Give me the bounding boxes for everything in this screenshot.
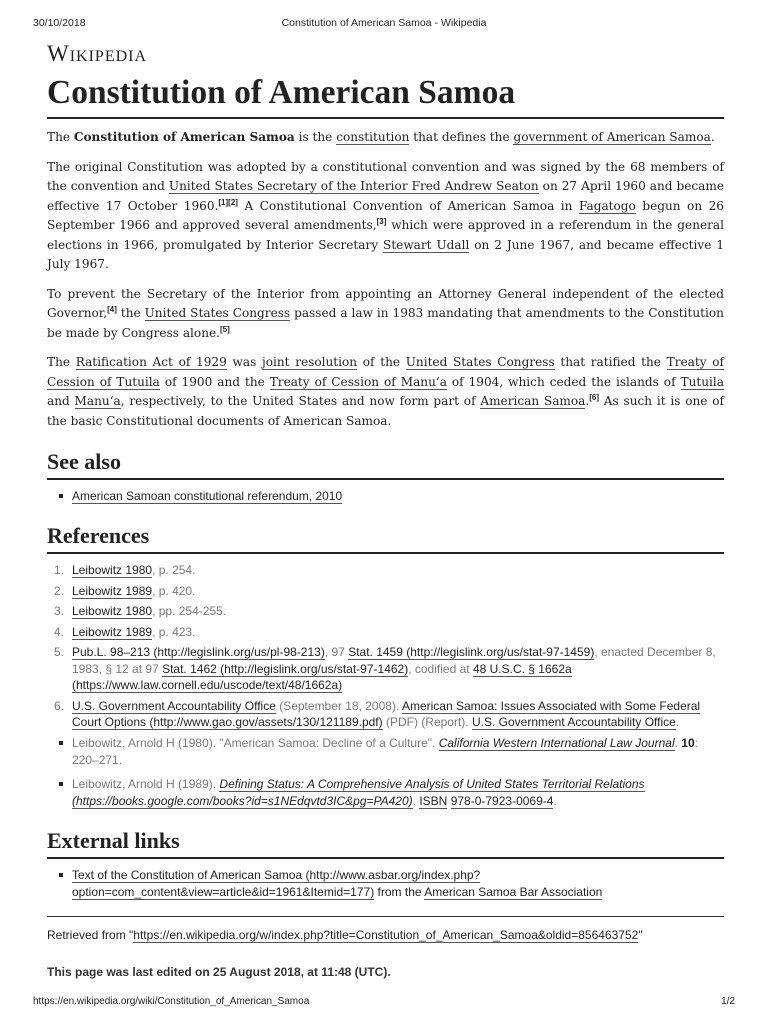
reference-item: 3. Leibowitz 1980, pp. 254-255. (54, 604, 227, 618)
reference-item: 4. Leibowitz 1989, p. 423. (54, 624, 196, 639)
see-also-list (47, 488, 724, 505)
external-links-list (47, 867, 724, 901)
citation-1[interactable]: [1] (218, 197, 229, 207)
last-edited-notice: This page was last edited on 25 August 2018, at 11:48 (UTC). (47, 964, 391, 979)
article-subject-bold: Constitution of American Samoa (73, 130, 295, 144)
retrieved-from: Retrieved from "https://en.wikipedia.org/w/index.php?title=Constitution_of_American_Samoa&oldid=856463752" (47, 916, 724, 943)
history-paragraph: The original Constitution was adopted by a constitutional convention and was signed by the 68 members of the convention and United States Secretary of the Interior Fred Andrew Seaton on 27 April 1960 and became effective 17 October 1960.[1][2] A Constitutional Convention of American Samoa in Fagatogo begun on 26 September 1966 and approved several amendments,[3] which were approved in a referendum in the general elections in 1966, promulgated by Interior Secretary Stewart Udall on 2 June 1967, and became effective 1 July 1967. (47, 159, 725, 271)
source-item: Leibowitz, Arnold H (1980). "American Samoa: Decline of a Culture". California Western International Law Journal. 10: 220–271. (55, 735, 724, 769)
ref-link-stat-1462[interactable]: Stat. 1462 (http://legislink.org/us/stat-97-1462) (162, 661, 409, 676)
print-page-number: 1/2 (721, 996, 735, 1007)
citation-3[interactable]: [3] (376, 216, 387, 226)
link-treaty-of-cession-manua[interactable]: Treaty of Cession of Manuʻa (269, 374, 447, 389)
source-link-defining-status[interactable]: Defining Status: A Comprehensive Analysis of United States Territorial Relations (https://books.google.com/books?id=s1NEdqvtd3IC&pg=PA420) (72, 776, 645, 808)
source-link-isbn[interactable]: ISBN (419, 793, 448, 808)
reference-item: 1. Leibowitz 1980, p. 254. (54, 563, 196, 577)
citation-2[interactable]: [2] (228, 197, 238, 207)
link-tutuila[interactable]: Tutuila (680, 374, 724, 389)
article-content (47, 42, 724, 979)
print-url: https://en.wikipedia.org/wiki/Constitution_of_American_Samoa (33, 996, 310, 1007)
ref-link-stat-1459[interactable]: Stat. 1459 (http://legislink.org/us/stat-97-1459) (348, 645, 595, 659)
ref-link-pub-l[interactable]: Pub.L. 98–213 (http://legislink.org/us/pl-98-213) (72, 645, 325, 659)
ratification-paragraph: The Ratification Act of 1929 was joint resolution of the United States Congress that ratified the Treaty of Cession of Tutuila of 1900 and the Treaty of Cession of Manuʻa of 1904, which ceded the islands of Tutuila and Manuʻa, respectively, to the United States and now form part of American Samoa.[6] As such it is one of the basic Constitutional documents of American Samoa. (47, 355, 724, 428)
link-constitution-text[interactable]: Text of the Constitution of American Samoa (http://www.asbar.org/index.php?option=com_content&view=article&id=1961&Itemid=177) (72, 867, 481, 899)
references-list (47, 562, 724, 731)
source-link-isbn-number[interactable]: 978-0-7923-0069-4 (450, 793, 554, 808)
link-treaty-of-cession-tutuila[interactable]: Treaty of Cession of Tutuila (47, 355, 724, 389)
link-stewart-udall[interactable]: Stewart Udall (383, 237, 470, 252)
link-constitution[interactable]: constitution (336, 130, 410, 144)
heading-references: References (47, 523, 724, 554)
source-link-california-journal[interactable]: California Western International Law Journal (438, 735, 675, 750)
link-bar-association[interactable]: American Samoa Bar Association (424, 884, 603, 899)
ref-link-gao-report[interactable]: American Samoa: Issues Associated with Some Federal Court Options (http://www.gao.gov/assets/130/121189.pdf) (72, 698, 701, 729)
citation-6[interactable]: [6] (589, 392, 600, 402)
ref-link-leibowitz-1980-b[interactable]: Leibowitz 1980 (72, 604, 153, 618)
print-date: 30/10/2018 (33, 17, 86, 29)
ref-link-gao[interactable]: U.S. Government Accountability Office (72, 698, 276, 713)
reference-item: 2. Leibowitz 1989, p. 420. (54, 583, 196, 598)
link-united-states-congress-2[interactable]: United States Congress (405, 355, 555, 369)
heading-external-links: External links (47, 828, 724, 859)
link-ratification-act[interactable]: Ratification Act of 1929 (75, 355, 227, 369)
link-fagatogo[interactable]: Fagatogo (578, 198, 636, 213)
link-fred-andrew-seaton[interactable]: United States Secretary of the Interior Fred Andrew Seaton (168, 179, 539, 193)
list-item: Text of the Constitution of American Samoa (http://www.asbar.org/index.php?option=com_content&view=article&id=1961&Itemid=177) from the American Samoa Bar Association (55, 867, 724, 901)
link-government-of-american-samoa[interactable]: government of American Samoa (513, 130, 711, 144)
sources-list (47, 735, 724, 810)
link-constitutional-referendum-2010[interactable]: American Samoan constitutional referendum, 2010 (72, 489, 343, 503)
reference-item: 6. U.S. Government Accountability Office (September 18, 2008). American Samoa: Issues Associated with Some Federal Court Options (http://www.gao.gov/assets/130/121189.pdf) (PDF) (Report). U.S. Government Accountability Office. (54, 698, 701, 729)
citation-4[interactable]: [4] (107, 304, 117, 314)
reference-item: 5. Pub.L. 98–213 (http://legislink.org/us/pl-98-213), 97 Stat. 1459 (http://legislink.org/us/stat-97-1459), enacted December 8, 1983, § 12 at 97 Stat. 1462 (http://legislink.org/us/stat-97-1462), codified at 48 U.S.C. § 1662a (https://www.law.cornell.edu/uscode/text/48/1662a) (54, 645, 716, 692)
ref-link-leibowitz-1989-b[interactable]: Leibowitz 1989 (72, 624, 153, 639)
ref-link-usc-1662a[interactable]: 48 U.S.C. § 1662a (https://www.law.cornell.edu/uscode/text/48/1662a) (72, 661, 572, 692)
amendment-paragraph: To prevent the Secretary of the Interior from appointing an Attorney General independent of the elected Governor,[4] the United States Congress passed a law in 1983 mandating that amendments to the Constitution be made by Congress alone.[5] (47, 286, 724, 340)
ref-link-gao-2[interactable]: U.S. Government Accountability Office (471, 715, 676, 729)
ref-link-leibowitz-1980[interactable]: Leibowitz 1980 (72, 563, 153, 577)
wikipedia-wordmark[interactable]: Wikipedia (47, 41, 148, 66)
ref-link-leibowitz-1989[interactable]: Leibowitz 1989 (72, 583, 153, 598)
citation-5[interactable]: [5] (220, 324, 230, 334)
page-title: Constitution of American Samoa (47, 73, 724, 119)
heading-see-also: See also (47, 449, 724, 480)
print-title: Constitution of American Samoa - Wikipedia (281, 17, 487, 29)
source-item: Leibowitz, Arnold H (1989). Defining Status: A Comprehensive Analysis of United States Territorial Relations (https://books.google.com/books?id=s1NEdqvtd3IC&pg=PA420). ISBN 978-0-7923-0069-4. (55, 776, 724, 810)
link-joint-resolution[interactable]: joint resolution (261, 355, 358, 369)
link-permanent-url[interactable]: https://en.wikipedia.org/w/index.php?title=Constitution_of_American_Samoa&oldid=856463752 (133, 927, 639, 942)
list-item (55, 488, 724, 505)
link-united-states-congress[interactable]: United States Congress (144, 306, 291, 320)
intro-paragraph: The Constitution of American Samoa is the constitution that defines the government of American Samoa. (47, 130, 715, 144)
link-american-samoa[interactable]: American Samoa (480, 394, 586, 408)
link-manua[interactable]: Manuʻa (74, 394, 121, 408)
